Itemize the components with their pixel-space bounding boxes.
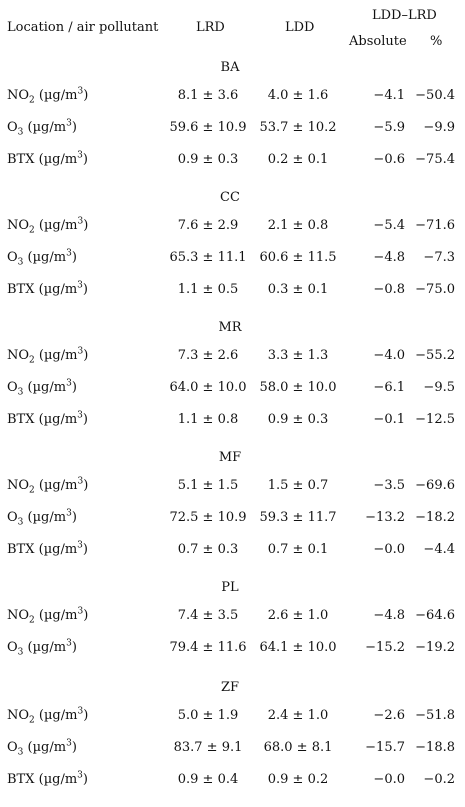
pollutant-sup: 3 bbox=[66, 118, 72, 129]
lrd-cell: 5.0 ± 1.9 bbox=[177, 708, 239, 723]
pollutant-cell bbox=[7, 83, 88, 109]
pollutant-close: ) bbox=[83, 708, 89, 723]
pollutant-sub: 3 bbox=[17, 127, 24, 138]
pct-cell: −75.4 bbox=[415, 152, 455, 167]
pct-cell: −51.8 bbox=[415, 708, 455, 723]
pollutant-cell bbox=[7, 703, 88, 729]
table-row bbox=[0, 473, 465, 499]
abs-cell: −2.6 bbox=[373, 708, 405, 723]
pollutant-sub: 3 bbox=[17, 747, 24, 758]
table-row bbox=[0, 115, 465, 141]
lrd-cell: 8.1 ± 3.6 bbox=[177, 88, 239, 103]
pollutant-unit: (µg/m bbox=[23, 250, 67, 265]
ldd-cell: 1.5 ± 0.7 bbox=[267, 478, 329, 493]
lrd-cell: 0.9 ± 0.4 bbox=[177, 772, 239, 787]
pollutant-sup: 3 bbox=[77, 86, 84, 97]
pollutant-base: O bbox=[7, 380, 18, 395]
pollutant-sup: 3 bbox=[77, 280, 83, 291]
ldd-cell: 3.3 ± 1.3 bbox=[267, 348, 329, 363]
pollutant-base: NO bbox=[7, 608, 30, 623]
ldd-cell: 0.9 ± 0.3 bbox=[267, 412, 329, 427]
abs-cell: −15.2 bbox=[365, 640, 405, 655]
lrd-cell: 7.4 ± 3.5 bbox=[177, 608, 239, 623]
pct-cell: −18.2 bbox=[415, 510, 455, 525]
abs-cell: −5.4 bbox=[373, 218, 405, 233]
location-label: BA bbox=[220, 60, 240, 75]
header-ldd: LDD bbox=[285, 20, 315, 35]
pollutant-unit: (µg/m bbox=[34, 218, 78, 233]
pollutant-sup: 3 bbox=[77, 476, 84, 487]
lrd-cell: 7.3 ± 2.6 bbox=[177, 348, 239, 363]
pollutant-close: ) bbox=[82, 542, 88, 557]
lrd-cell: 65.3 ± 11.1 bbox=[169, 250, 247, 265]
pollutant-sup: 3 bbox=[77, 770, 83, 781]
pollutant-base: NO bbox=[7, 708, 30, 723]
pollutant-base: O bbox=[7, 740, 18, 755]
pollutant-close: ) bbox=[71, 120, 77, 135]
pollutant-cell bbox=[7, 505, 77, 531]
ldd-cell: 0.7 ± 0.1 bbox=[267, 542, 329, 557]
pollutant-base: NO bbox=[7, 218, 30, 233]
pollutant-cell bbox=[7, 375, 77, 401]
pct-cell: −7.3 bbox=[423, 250, 455, 265]
pollutant-sub: 2 bbox=[29, 225, 35, 236]
pollutant-unit: (µg/m bbox=[23, 740, 67, 755]
pct-cell: −69.6 bbox=[415, 478, 455, 493]
pollutant-cell bbox=[7, 473, 88, 499]
pct-cell: −9.5 bbox=[423, 380, 455, 395]
abs-cell: −6.1 bbox=[373, 380, 405, 395]
abs-cell: −0.0 bbox=[373, 542, 405, 557]
pollutant-sub: 3 bbox=[17, 647, 24, 658]
pollutant-base: O bbox=[7, 640, 18, 655]
pollutant-sub: 3 bbox=[17, 517, 24, 528]
table-row bbox=[0, 375, 465, 401]
pct-cell: −55.2 bbox=[415, 348, 455, 363]
pollutant-unit: (µg/m bbox=[23, 640, 67, 655]
abs-cell: −0.6 bbox=[373, 152, 405, 167]
table-row bbox=[0, 83, 465, 109]
lrd-cell: 7.6 ± 2.9 bbox=[177, 218, 239, 233]
ldd-cell: 2.6 ± 1.0 bbox=[267, 608, 329, 623]
pollutant-sup: 3 bbox=[77, 606, 84, 617]
pollutant-unit: (µg/m bbox=[34, 282, 78, 297]
lrd-cell: 59.6 ± 10.9 bbox=[169, 120, 247, 135]
pollutant-cell bbox=[7, 115, 77, 141]
ldd-cell: 0.9 ± 0.2 bbox=[267, 772, 329, 787]
pollutant-close: ) bbox=[71, 250, 77, 265]
table-row bbox=[0, 245, 465, 271]
pct-cell: −18.8 bbox=[415, 740, 455, 755]
pollutant-close: ) bbox=[83, 608, 89, 623]
pollutant-sup: 3 bbox=[66, 738, 72, 749]
pollutant-cell bbox=[7, 603, 88, 629]
lrd-cell: 64.0 ± 10.0 bbox=[169, 380, 247, 395]
ldd-cell: 64.1 ± 10.0 bbox=[259, 640, 337, 655]
table-row bbox=[0, 343, 465, 369]
pollutant-sub: 2 bbox=[29, 715, 35, 726]
pollutant-sup: 3 bbox=[77, 410, 83, 421]
table-row bbox=[0, 537, 465, 563]
abs-cell: −3.5 bbox=[373, 478, 405, 493]
pollutant-unit: (µg/m bbox=[34, 152, 78, 167]
pct-cell: −50.4 bbox=[415, 88, 455, 103]
abs-cell: −4.8 bbox=[373, 608, 405, 623]
pollutant-unit: (µg/m bbox=[34, 88, 78, 103]
pct-cell: −75.0 bbox=[415, 282, 455, 297]
ldd-cell: 53.7 ± 10.2 bbox=[259, 120, 337, 135]
ldd-cell: 0.2 ± 0.1 bbox=[267, 152, 329, 167]
pollutant-sub: 3 bbox=[17, 387, 24, 398]
pollutant-close: ) bbox=[71, 380, 77, 395]
pct-cell: −9.9 bbox=[423, 120, 455, 135]
pollutant-close: ) bbox=[82, 412, 88, 427]
table-row bbox=[0, 767, 465, 793]
pollutant-sup: 3 bbox=[66, 378, 72, 389]
pollutant-sub: 3 bbox=[17, 257, 24, 268]
pollutant-sup: 3 bbox=[77, 346, 84, 357]
pollutant-cell bbox=[7, 277, 88, 303]
abs-cell: −13.2 bbox=[365, 510, 405, 525]
table-row bbox=[0, 213, 465, 239]
table-row bbox=[0, 505, 465, 531]
table-row bbox=[0, 635, 465, 661]
pollutant-base: NO bbox=[7, 88, 30, 103]
location-label: PL bbox=[221, 580, 239, 595]
pollutant-close: ) bbox=[82, 152, 88, 167]
pollutant-sub: 2 bbox=[29, 95, 35, 106]
pollutant-base: BTX bbox=[7, 542, 35, 557]
lrd-cell: 5.1 ± 1.5 bbox=[177, 478, 239, 493]
pollutant-cell bbox=[7, 407, 88, 433]
header-pollutant: Location / air pollutant bbox=[7, 20, 159, 35]
pollutant-cell bbox=[7, 213, 88, 239]
pollutant-close: ) bbox=[71, 510, 77, 525]
pollutant-base: BTX bbox=[7, 152, 35, 167]
pollutant-close: ) bbox=[83, 88, 89, 103]
pollutant-base: O bbox=[7, 250, 18, 265]
pollutant-base: NO bbox=[7, 478, 30, 493]
table-row bbox=[0, 147, 465, 173]
lrd-cell: 1.1 ± 0.8 bbox=[177, 412, 239, 427]
pollutant-unit: (µg/m bbox=[34, 478, 78, 493]
pollutant-sup: 3 bbox=[77, 150, 83, 161]
pollutant-base: O bbox=[7, 120, 18, 135]
pollutant-sub: 2 bbox=[29, 355, 35, 366]
pollutant-close: ) bbox=[83, 478, 89, 493]
location-label: CC bbox=[220, 190, 240, 205]
pollutant-unit: (µg/m bbox=[34, 708, 78, 723]
pct-cell: −71.6 bbox=[415, 218, 455, 233]
pollutant-cell bbox=[7, 245, 77, 271]
abs-cell: −4.1 bbox=[373, 88, 405, 103]
pollutant-base: O bbox=[7, 510, 18, 525]
table-row bbox=[0, 735, 465, 761]
abs-cell: −5.9 bbox=[373, 120, 405, 135]
ldd-cell: 4.0 ± 1.6 bbox=[267, 88, 329, 103]
pollutant-cell bbox=[7, 635, 77, 661]
lrd-cell: 83.7 ± 9.1 bbox=[173, 740, 243, 755]
pollutant-cell bbox=[7, 767, 88, 793]
lrd-cell: 0.7 ± 0.3 bbox=[177, 542, 239, 557]
ldd-cell: 59.3 ± 11.7 bbox=[259, 510, 337, 525]
pollutant-close: ) bbox=[71, 640, 77, 655]
pollutant-cell bbox=[7, 735, 77, 761]
lrd-cell: 79.4 ± 11.6 bbox=[169, 640, 247, 655]
pollutant-close: ) bbox=[82, 282, 88, 297]
pollutant-sub: 2 bbox=[29, 615, 35, 626]
pollutant-sub: 2 bbox=[29, 485, 35, 496]
pollutant-sup: 3 bbox=[77, 216, 84, 227]
table-row bbox=[0, 603, 465, 629]
pollutant-base: BTX bbox=[7, 772, 35, 787]
pollutant-cell bbox=[7, 537, 88, 563]
pollutant-unit: (µg/m bbox=[34, 542, 78, 557]
table-row bbox=[0, 703, 465, 729]
pollutant-sup: 3 bbox=[77, 706, 84, 717]
pct-cell: −19.2 bbox=[415, 640, 455, 655]
ldd-cell: 0.3 ± 0.1 bbox=[267, 282, 329, 297]
abs-cell: −0.1 bbox=[373, 412, 405, 427]
ldd-cell: 68.0 ± 8.1 bbox=[263, 740, 333, 755]
abs-cell: −15.7 bbox=[365, 740, 405, 755]
pollutant-unit: (µg/m bbox=[34, 772, 78, 787]
header-lrd: LRD bbox=[196, 20, 225, 35]
location-label: MR bbox=[218, 320, 242, 335]
pct-cell: −64.6 bbox=[415, 608, 455, 623]
ldd-cell: 60.6 ± 11.5 bbox=[259, 250, 337, 265]
pollutant-cell bbox=[7, 147, 88, 173]
ldd-cell: 2.4 ± 1.0 bbox=[267, 708, 329, 723]
header-absolute: Absolute bbox=[349, 34, 407, 49]
pollutant-sup: 3 bbox=[66, 508, 72, 519]
pollutant-base: NO bbox=[7, 348, 30, 363]
table-row bbox=[0, 407, 465, 433]
pollutant-close: ) bbox=[71, 740, 77, 755]
table-row bbox=[0, 277, 465, 303]
pollutant-sup: 3 bbox=[66, 248, 72, 259]
ldd-cell: 58.0 ± 10.0 bbox=[259, 380, 337, 395]
pollutant-base: BTX bbox=[7, 412, 35, 427]
abs-cell: −0.0 bbox=[373, 772, 405, 787]
abs-cell: −0.8 bbox=[373, 282, 405, 297]
pollutant-unit: (µg/m bbox=[34, 608, 78, 623]
pollutant-close: ) bbox=[83, 348, 89, 363]
pollutant-unit: (µg/m bbox=[23, 510, 67, 525]
pct-cell: −12.5 bbox=[415, 412, 455, 427]
pollutant-unit: (µg/m bbox=[34, 412, 78, 427]
abs-cell: −4.8 bbox=[373, 250, 405, 265]
pollutant-cell bbox=[7, 343, 88, 369]
location-label: MF bbox=[218, 450, 242, 465]
pollutant-unit: (µg/m bbox=[34, 348, 78, 363]
lrd-cell: 1.1 ± 0.5 bbox=[177, 282, 239, 297]
pollutant-base: BTX bbox=[7, 282, 35, 297]
pollutant-close: ) bbox=[82, 772, 88, 787]
pct-cell: −0.2 bbox=[423, 772, 455, 787]
pollutant-sup: 3 bbox=[77, 540, 83, 551]
pollutant-close: ) bbox=[83, 218, 89, 233]
pollutant-unit: (µg/m bbox=[23, 380, 67, 395]
pollutant-sup: 3 bbox=[66, 638, 72, 649]
pollutant-unit: (µg/m bbox=[23, 120, 67, 135]
header-percent: % bbox=[430, 34, 443, 49]
abs-cell: −4.0 bbox=[373, 348, 405, 363]
pct-cell: −4.4 bbox=[423, 542, 455, 557]
location-label: ZF bbox=[220, 680, 240, 695]
lrd-cell: 72.5 ± 10.9 bbox=[169, 510, 247, 525]
header-diff: LDD–LRD bbox=[372, 8, 437, 23]
ldd-cell: 2.1 ± 0.8 bbox=[267, 218, 329, 233]
lrd-cell: 0.9 ± 0.3 bbox=[177, 152, 239, 167]
